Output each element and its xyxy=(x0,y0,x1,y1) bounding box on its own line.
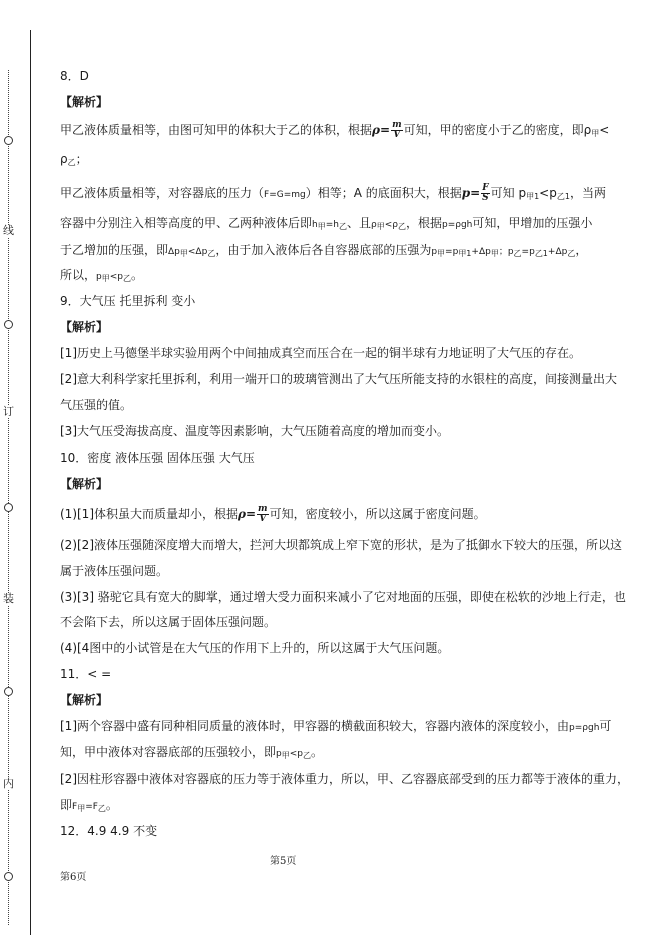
q8-line-3: 容器中分别注入相等高度的甲、乙两种液体后即$h_甲=h_乙$、且$\rho_甲<\rho_乙$，根据p=ρgh可知，甲增加的压强小 xyxy=(60,216,593,231)
binding-char-zhuang: 装 xyxy=(3,592,14,605)
q8-answer: 8．D xyxy=(60,69,89,83)
q10-answer: 10．密度 液体压强 固体压强 大气压 xyxy=(60,451,255,465)
q10-line-4: (3)[3] 骆驼它具有宽大的脚掌，通过增大受力面积来减小了它对地面的压强，即使在松软的沙地上行走，也 xyxy=(60,590,626,604)
fraction-m-over-v: $\frac{m}{V}$ xyxy=(392,120,402,140)
binding-dotted-line xyxy=(8,70,9,925)
fraction-m-over-v: $\frac{m}{V}$ xyxy=(258,504,268,524)
q9-line-3: 气压强的值。 xyxy=(60,398,133,412)
q10-line-2: (2)[2]液体压强随深度增大而增大，拦河大坝都筑成上窄下宽的形状，是为了抵御水下较大的压强，所以这 xyxy=(60,538,623,552)
q9-answer: 9．大气压 托里拆利 变小 xyxy=(60,294,196,308)
q8-line-4: 于乙增加的压强，即$\Delta p_甲<\Delta p_乙$，由于加入液体后各自容器底部的压强为$p_甲=p_{甲1}+\Delta p_甲$；$p_乙=p_{乙1}+\Delta p_乙$， xyxy=(60,243,588,258)
q11-line-1: [1]两个容器中盛有同种相同质量的液体时，甲容器的横截面积较大，容器内液体的深度较小，由p=ρgh可 xyxy=(60,719,612,733)
binding-margin xyxy=(0,30,31,935)
binding-char-ding: 订 xyxy=(3,405,14,418)
q11-line-4: 即$F_甲=F_乙$。 xyxy=(60,798,118,813)
q10-line-6: (4)[4图中的小试管是在大气压的作用下上升的，所以这属于大气压问题。 xyxy=(60,641,450,655)
q8-analysis-label: 【解析】 xyxy=(60,95,109,109)
q8-line-1b: $\rho_乙$； xyxy=(60,152,88,167)
binding-hole-icon xyxy=(4,872,13,881)
binding-hole-icon xyxy=(4,320,13,329)
q10-line-1: (1)[1]体积虽大而质量却小，根据ρ= $\frac{m}{V}$ 可知，密度较小，所以这属于密度问题。 xyxy=(60,504,486,524)
q9-analysis-label: 【解析】 xyxy=(60,320,109,334)
binding-char-nei: 内 xyxy=(3,777,14,790)
q9-line-4: [3]大气压受海拔高度、温度等因素影响，大气压随着高度的增加而变小。 xyxy=(60,424,450,438)
binding-hole-icon xyxy=(4,503,13,512)
q9-line-2: [2]意大利科学家托里拆利，利用一端开口的玻璃管测出了大气压所能支持的水银柱的高度，间接测量出大 xyxy=(60,372,618,386)
q12-answer: 12．4.9 4.9 不变 xyxy=(60,824,158,838)
q10-line-3: 属于液体压强问题。 xyxy=(60,564,169,578)
q11-answer: 11．< = xyxy=(60,667,112,681)
binding-hole-icon xyxy=(4,687,13,696)
q9-line-1: [1]历史上马德堡半球实验用两个中间抽成真空而压合在一起的铜半球有力地证明了大气压的存在。 xyxy=(60,346,582,360)
q8-line-5: 所以，$p_甲<p_乙$。 xyxy=(60,268,144,283)
q11-line-3: [2]因柱形容器中液体对容器底的压力等于液体重力，所以，甲、乙容器底部受到的压力都等于液体的重力， xyxy=(60,772,630,786)
page-number-left: 第6页 xyxy=(60,872,87,883)
binding-hole-icon xyxy=(4,136,13,145)
q10-analysis-label: 【解析】 xyxy=(60,477,109,491)
q11-line-2: 知，甲中液体对容器底部的压强较小，即$p_甲<p_乙$。 xyxy=(60,745,324,760)
q8-line-2: 甲乙液体质量相等，对容器底的压力（F=G=mg）相等；A 的底面积大，根据p= $\frac{F}{S}$ 可知 $p_{甲1}<p_{乙1}$，当两 xyxy=(60,183,606,203)
page-number-center: 第5页 xyxy=(270,856,297,867)
q10-line-5: 不会陷下去，所以这属于固体压强问题。 xyxy=(60,615,277,629)
binding-char-xian: 线 xyxy=(3,224,14,237)
fraction-f-over-s: $\frac{F}{S}$ xyxy=(482,183,489,203)
q11-analysis-label: 【解析】 xyxy=(60,693,109,707)
q8-line-1: 甲乙液体质量相等，由图可知甲的体积大于乙的体积，根据ρ= $\frac{m}{V}$ 可知，甲的密度小于乙的密度，即$\rho_甲<$ xyxy=(60,120,610,140)
